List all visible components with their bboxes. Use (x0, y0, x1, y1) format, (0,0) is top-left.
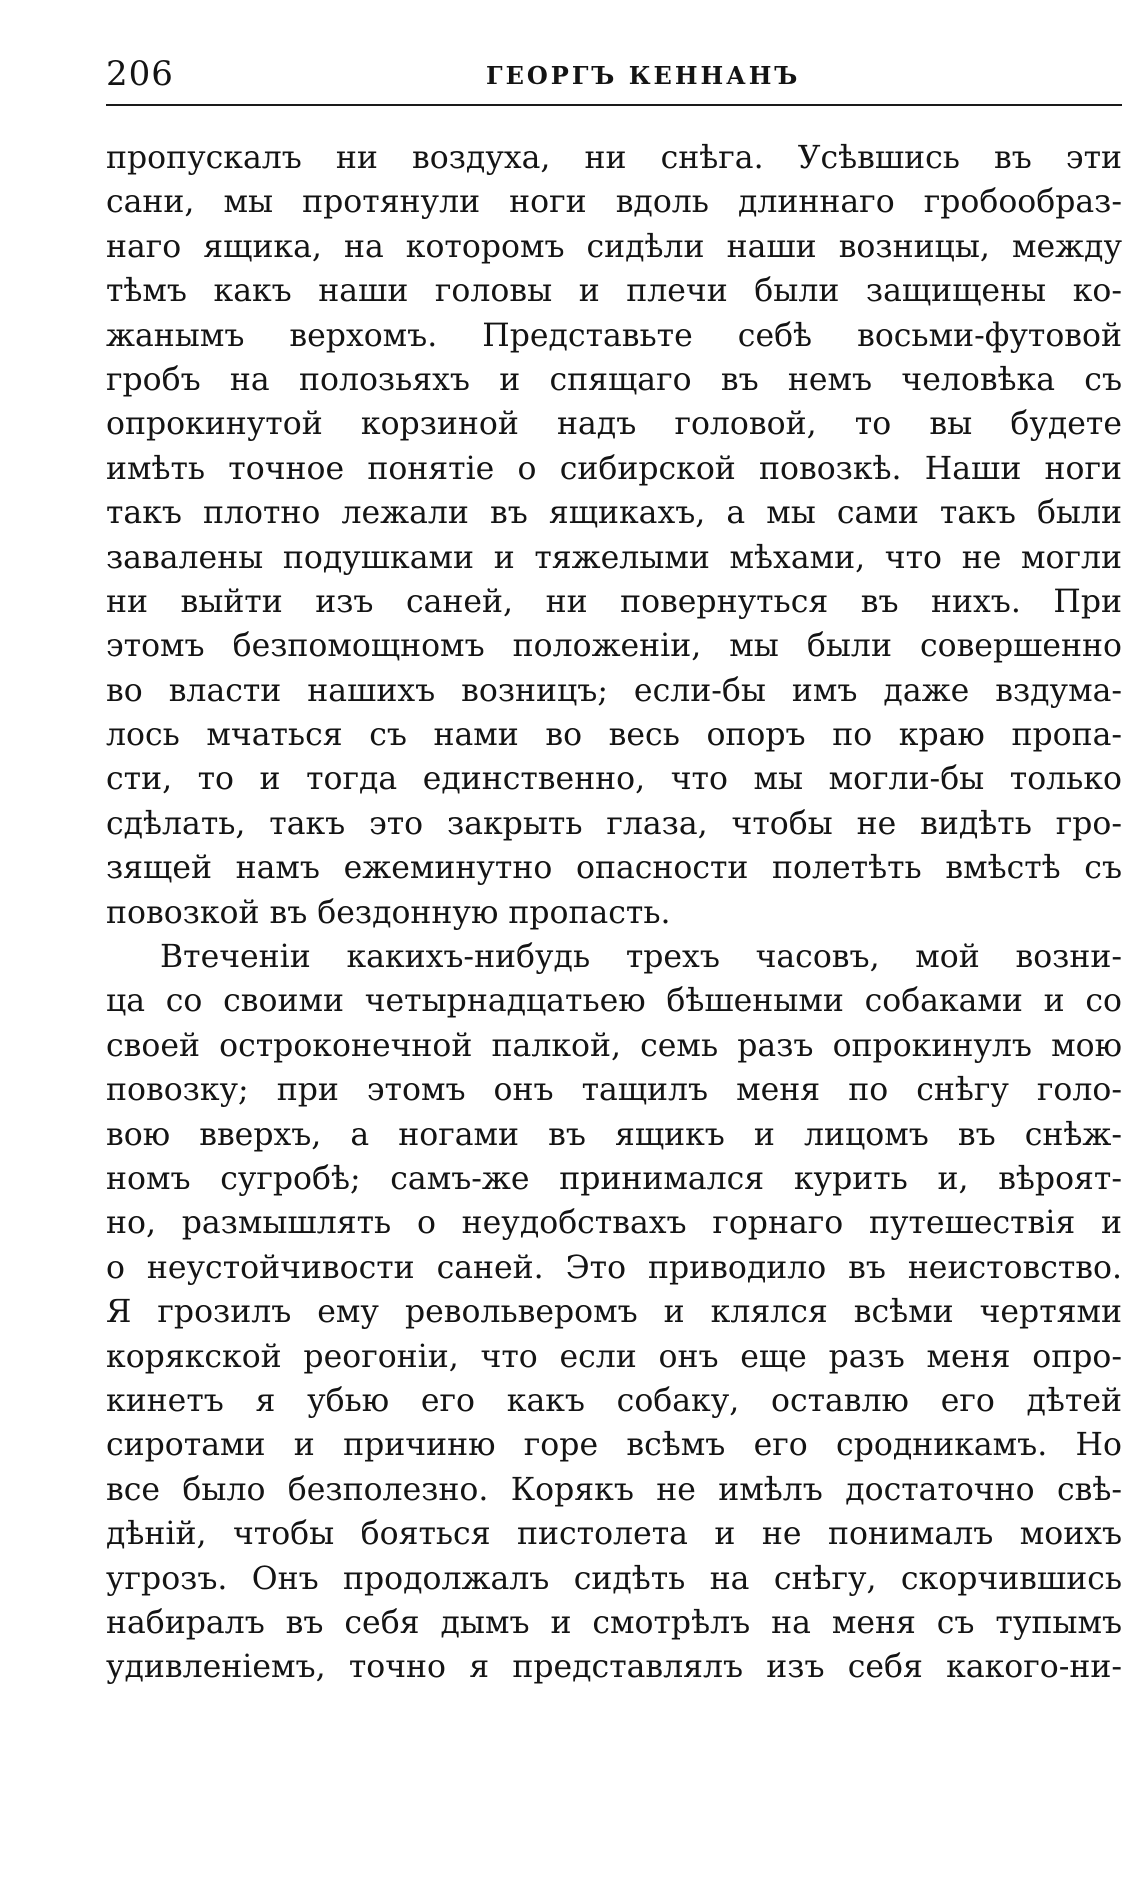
page-number: 206 (106, 54, 174, 94)
text-line: лось мчаться съ нами во весь опоръ по краю пропа- (106, 717, 1122, 754)
text-line: повозкой въ бездонную пропасть. (106, 894, 671, 931)
text-line: повозку; при этомъ онъ тащилъ меня по снѣгу голо- (106, 1072, 1122, 1109)
text-line: все было безполезно. Корякъ не имѣлъ достаточно свѣ- (106, 1471, 1122, 1508)
text-line: набиралъ въ себя дымъ и смотрѣлъ на меня съ тупымъ (106, 1604, 1122, 1641)
text-line: Втеченіи какихъ-нибудь трехъ часовъ, мой возни- (160, 939, 1122, 976)
running-head: ГЕОРГЪ КЕННАНЪ (486, 61, 801, 90)
text-line: тѣмъ какъ наши головы и плечи были защищены ко- (106, 273, 1122, 310)
text-line: жанымъ верхомъ. Представьте себѣ восьми-футовой (106, 317, 1122, 354)
text-line: номъ сугробѣ; самъ-же принимался курить и, вѣроят- (106, 1160, 1122, 1197)
text-line: Я грозилъ ему револьверомъ и клялся всѣми чертями (106, 1294, 1122, 1331)
text-line: пропускалъ ни воздуха, ни снѣга. Усѣвшись въ эти (106, 140, 1122, 176)
page-header (106, 50, 1122, 106)
text-line: сдѣлать, такъ это закрыть глаза, чтобы не видѣть гро- (106, 805, 1122, 842)
body-text (106, 136, 1122, 1690)
text-line: опрокинутой корзиной надъ головой, то вы будете (106, 406, 1122, 443)
text-line: угрозъ. Онъ продолжалъ сидѣть на снѣгу, скорчившись (106, 1560, 1122, 1597)
text-line: такъ плотно лежали въ ящикахъ, а мы сами такъ были (106, 495, 1122, 532)
text-line: сиротами и причиню горе всѣмъ его сродникамъ. Но (106, 1427, 1122, 1464)
text-line: сани, мы протянули ноги вдоль длиннаго гробообраз- (106, 184, 1122, 221)
text-line: гробъ на полозьяхъ и спящаго въ немъ человѣка съ (106, 361, 1122, 398)
text-line: наго ящика, на которомъ сидѣли наши возницы, между (106, 228, 1122, 265)
text-line: но, размышлять о неудобствахъ горнаго путешествія и (106, 1205, 1122, 1242)
text-line: завалены подушками и тяжелыми мѣхами, что не могли (106, 539, 1122, 576)
text-line: ни выйти изъ саней, ни повернуться въ нихъ. При (106, 583, 1122, 620)
text-line: имѣть точное понятіе о сибирской повозкѣ. Наши ноги (106, 450, 1122, 487)
text-line: кинетъ я убью его какъ собаку, оставлю его дѣтей (106, 1382, 1122, 1419)
text-line: своей остроконечной палкой, семь разъ опрокинулъ мою (106, 1027, 1122, 1064)
text-line: зящей намъ ежеминутно опасности полетѣть вмѣстѣ съ (106, 850, 1122, 887)
text-line: корякской реогоніи, что если онъ еще разъ меня опро- (106, 1338, 1122, 1375)
text-line: дѣній, чтобы бояться пистолета и не понималъ моихъ (106, 1516, 1122, 1553)
text-line: о неустойчивости саней. Это приводило въ неистовство. (106, 1249, 1122, 1286)
text-line: во власти нашихъ возницъ; если-бы имъ даже вздума- (106, 672, 1122, 709)
text-line: удивленіемъ, точно я представлялъ изъ себя какого-ни- (106, 1649, 1122, 1686)
text-line: вою вверхъ, а ногами въ ящикъ и лицомъ въ снѣж- (106, 1116, 1122, 1153)
header-rule (106, 104, 1122, 106)
text-line: ца со своими четырнадцатьею бѣшеными собаками и со (106, 983, 1122, 1020)
text-line: этомъ безпомощномъ положеніи, мы были совершенно (106, 628, 1122, 665)
text-line: сти, то и тогда единственно, что мы могли-бы только (106, 761, 1122, 798)
